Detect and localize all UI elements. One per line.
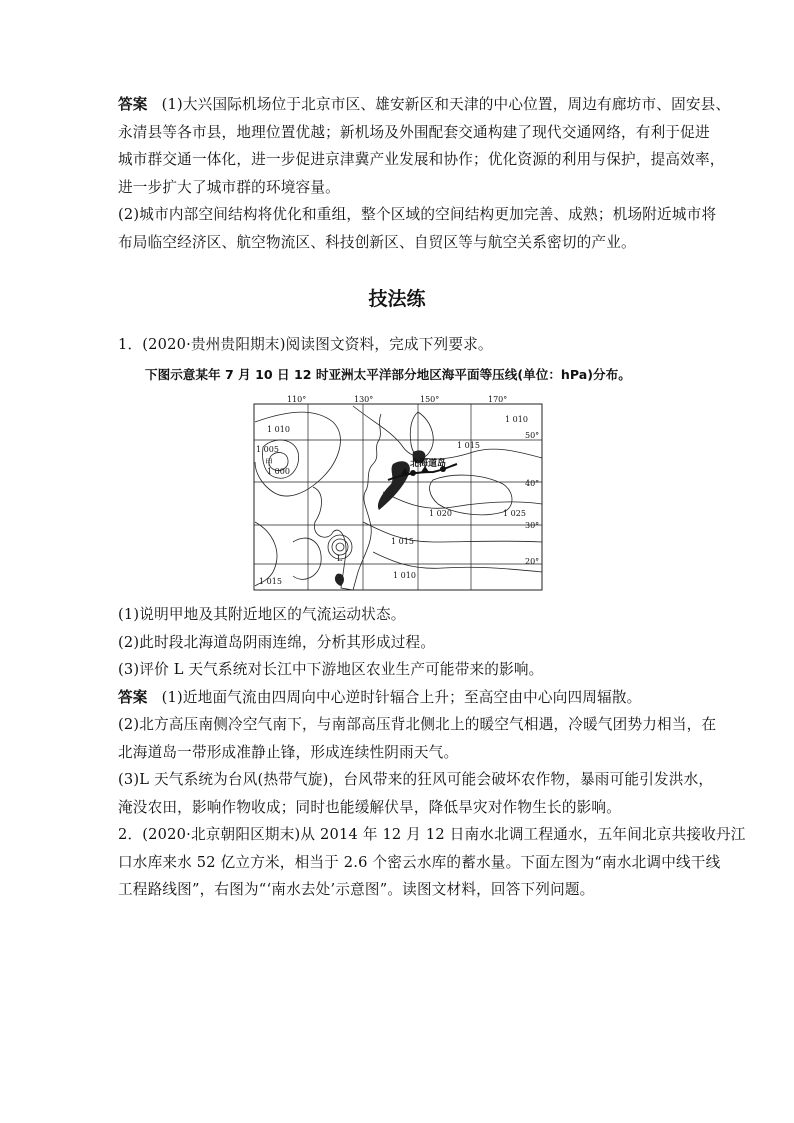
question-2 bbox=[118, 821, 746, 904]
isobar-label: 1 010 bbox=[267, 425, 290, 434]
question-line: 工程路线图”，右图为“‘南水去处’示意图”。读图文材料，回答下列问题。 bbox=[118, 881, 595, 898]
answer-line: 淹没农田，影响作物收成；同时也能缓解伏旱，降低旱灾对作物生长的影响。 bbox=[118, 798, 621, 816]
lat-label: 30° bbox=[525, 521, 540, 530]
answer-line: 永清县等各市县，地理位置优越；新机场及外围配套交通构建了现代交通网络，有利于促进 bbox=[118, 123, 710, 141]
isobar-label: 1 025 bbox=[503, 509, 526, 518]
lat-label: 20° bbox=[525, 557, 540, 566]
lon-label: 170° bbox=[488, 395, 508, 404]
answer-line: 布局临空经济区、航空物流区、科技创新区、自贸区等与航空关系密切的产业。 bbox=[118, 233, 636, 251]
answer-line bbox=[118, 684, 678, 712]
answer-tag: 答案 bbox=[118, 688, 148, 706]
map-frame bbox=[254, 404, 542, 590]
question-1-items bbox=[118, 601, 717, 821]
answer-text: (1)大兴国际机场位于北京市区、雄安新区和天津的中心位置，周边有廊坊市、固安县、 bbox=[161, 96, 731, 113]
isobar-label: 1 005 bbox=[256, 445, 279, 454]
lon-label: 110° bbox=[287, 395, 307, 404]
answer-line: 北海道岛一带形成准静止锋，形成连续性阴雨天气。 bbox=[118, 743, 459, 761]
question-line: 口水库来水 52 亿立方米，相当于 2.6 个密云水库的蓄水量。下面左图为“南水北调中线干线 bbox=[118, 853, 721, 871]
answer-line bbox=[118, 91, 731, 119]
isobar-label: 1 000 bbox=[267, 467, 290, 476]
map-caption: 下图示意某年 7 月 10 日 12 时亚洲太平洋部分地区海平面等压线(单位：hPa)分布。 bbox=[145, 367, 631, 382]
hokkaido-label: 北海道岛 bbox=[410, 459, 447, 469]
isobar-label: 1 010 bbox=[393, 571, 416, 580]
section-title: 技法练 bbox=[368, 288, 426, 310]
isobar-label: 1 020 bbox=[429, 509, 452, 518]
question-item: (3)评价 L 天气系统对长江中下游地区农业生产可能带来的影响。 bbox=[118, 661, 544, 678]
typhoon-label: L bbox=[337, 554, 343, 563]
answer-block-1 bbox=[118, 91, 731, 256]
lon-label: 130° bbox=[354, 395, 374, 404]
question-item: (2)此时段北海道岛阴雨连绵，分析其形成过程。 bbox=[118, 633, 436, 651]
answer-line: 城市群交通一体化，进一步促进京津冀产业发展和协作；优化资源的利用与保护，提高效率， bbox=[118, 151, 725, 168]
isobar-label: 1 015 bbox=[457, 441, 480, 450]
lon-label: 150° bbox=[420, 395, 440, 404]
question-line: 2．(2020·北京朝阳区期末)从 2014 年 12 月 12 日南水北调工程通水，五年间北京共接收丹江 bbox=[118, 826, 746, 843]
answer-line: (2)北方高压南侧冷空气南下，与南部高压背北侧北上的暖空气相遇，冷暖气团势力相当，在 bbox=[118, 716, 717, 733]
answer-tag: 答案 bbox=[118, 96, 148, 113]
isobar-label: 1 015 bbox=[391, 537, 414, 546]
isobar-map bbox=[253, 392, 543, 592]
answer-line: (2)城市内部空间结构将优化和重组，整个区域的空间结构更加完善、成熟；机场附近城市将 bbox=[118, 206, 717, 223]
isobar-label: 1 015 bbox=[259, 577, 282, 586]
answer-line: (3)L 天气系统为台风(热带气旋)，台风带来的狂风可能会破坏农作物，暴雨可能引发洪水， bbox=[118, 771, 714, 788]
lat-label: 40° bbox=[525, 479, 540, 488]
answer-text: (1)近地面气流由四周向中心逆时针辐合上升；至高空由中心向四周辐散。 bbox=[161, 688, 642, 706]
answer-line: 进一步扩大了城市群的环境容量。 bbox=[118, 178, 340, 196]
question-1-intro: 1．(2020·贵州贵阳期末)阅读图文资料，完成下列要求。 bbox=[118, 336, 493, 353]
question-item: (1)说明甲地及其附近地区的气流运动状态。 bbox=[118, 606, 406, 623]
low-center-label: 甲 bbox=[265, 458, 273, 467]
lat-label: 50° bbox=[525, 431, 540, 440]
isobar-label: 1 010 bbox=[505, 415, 528, 424]
front-symbol bbox=[410, 470, 416, 476]
